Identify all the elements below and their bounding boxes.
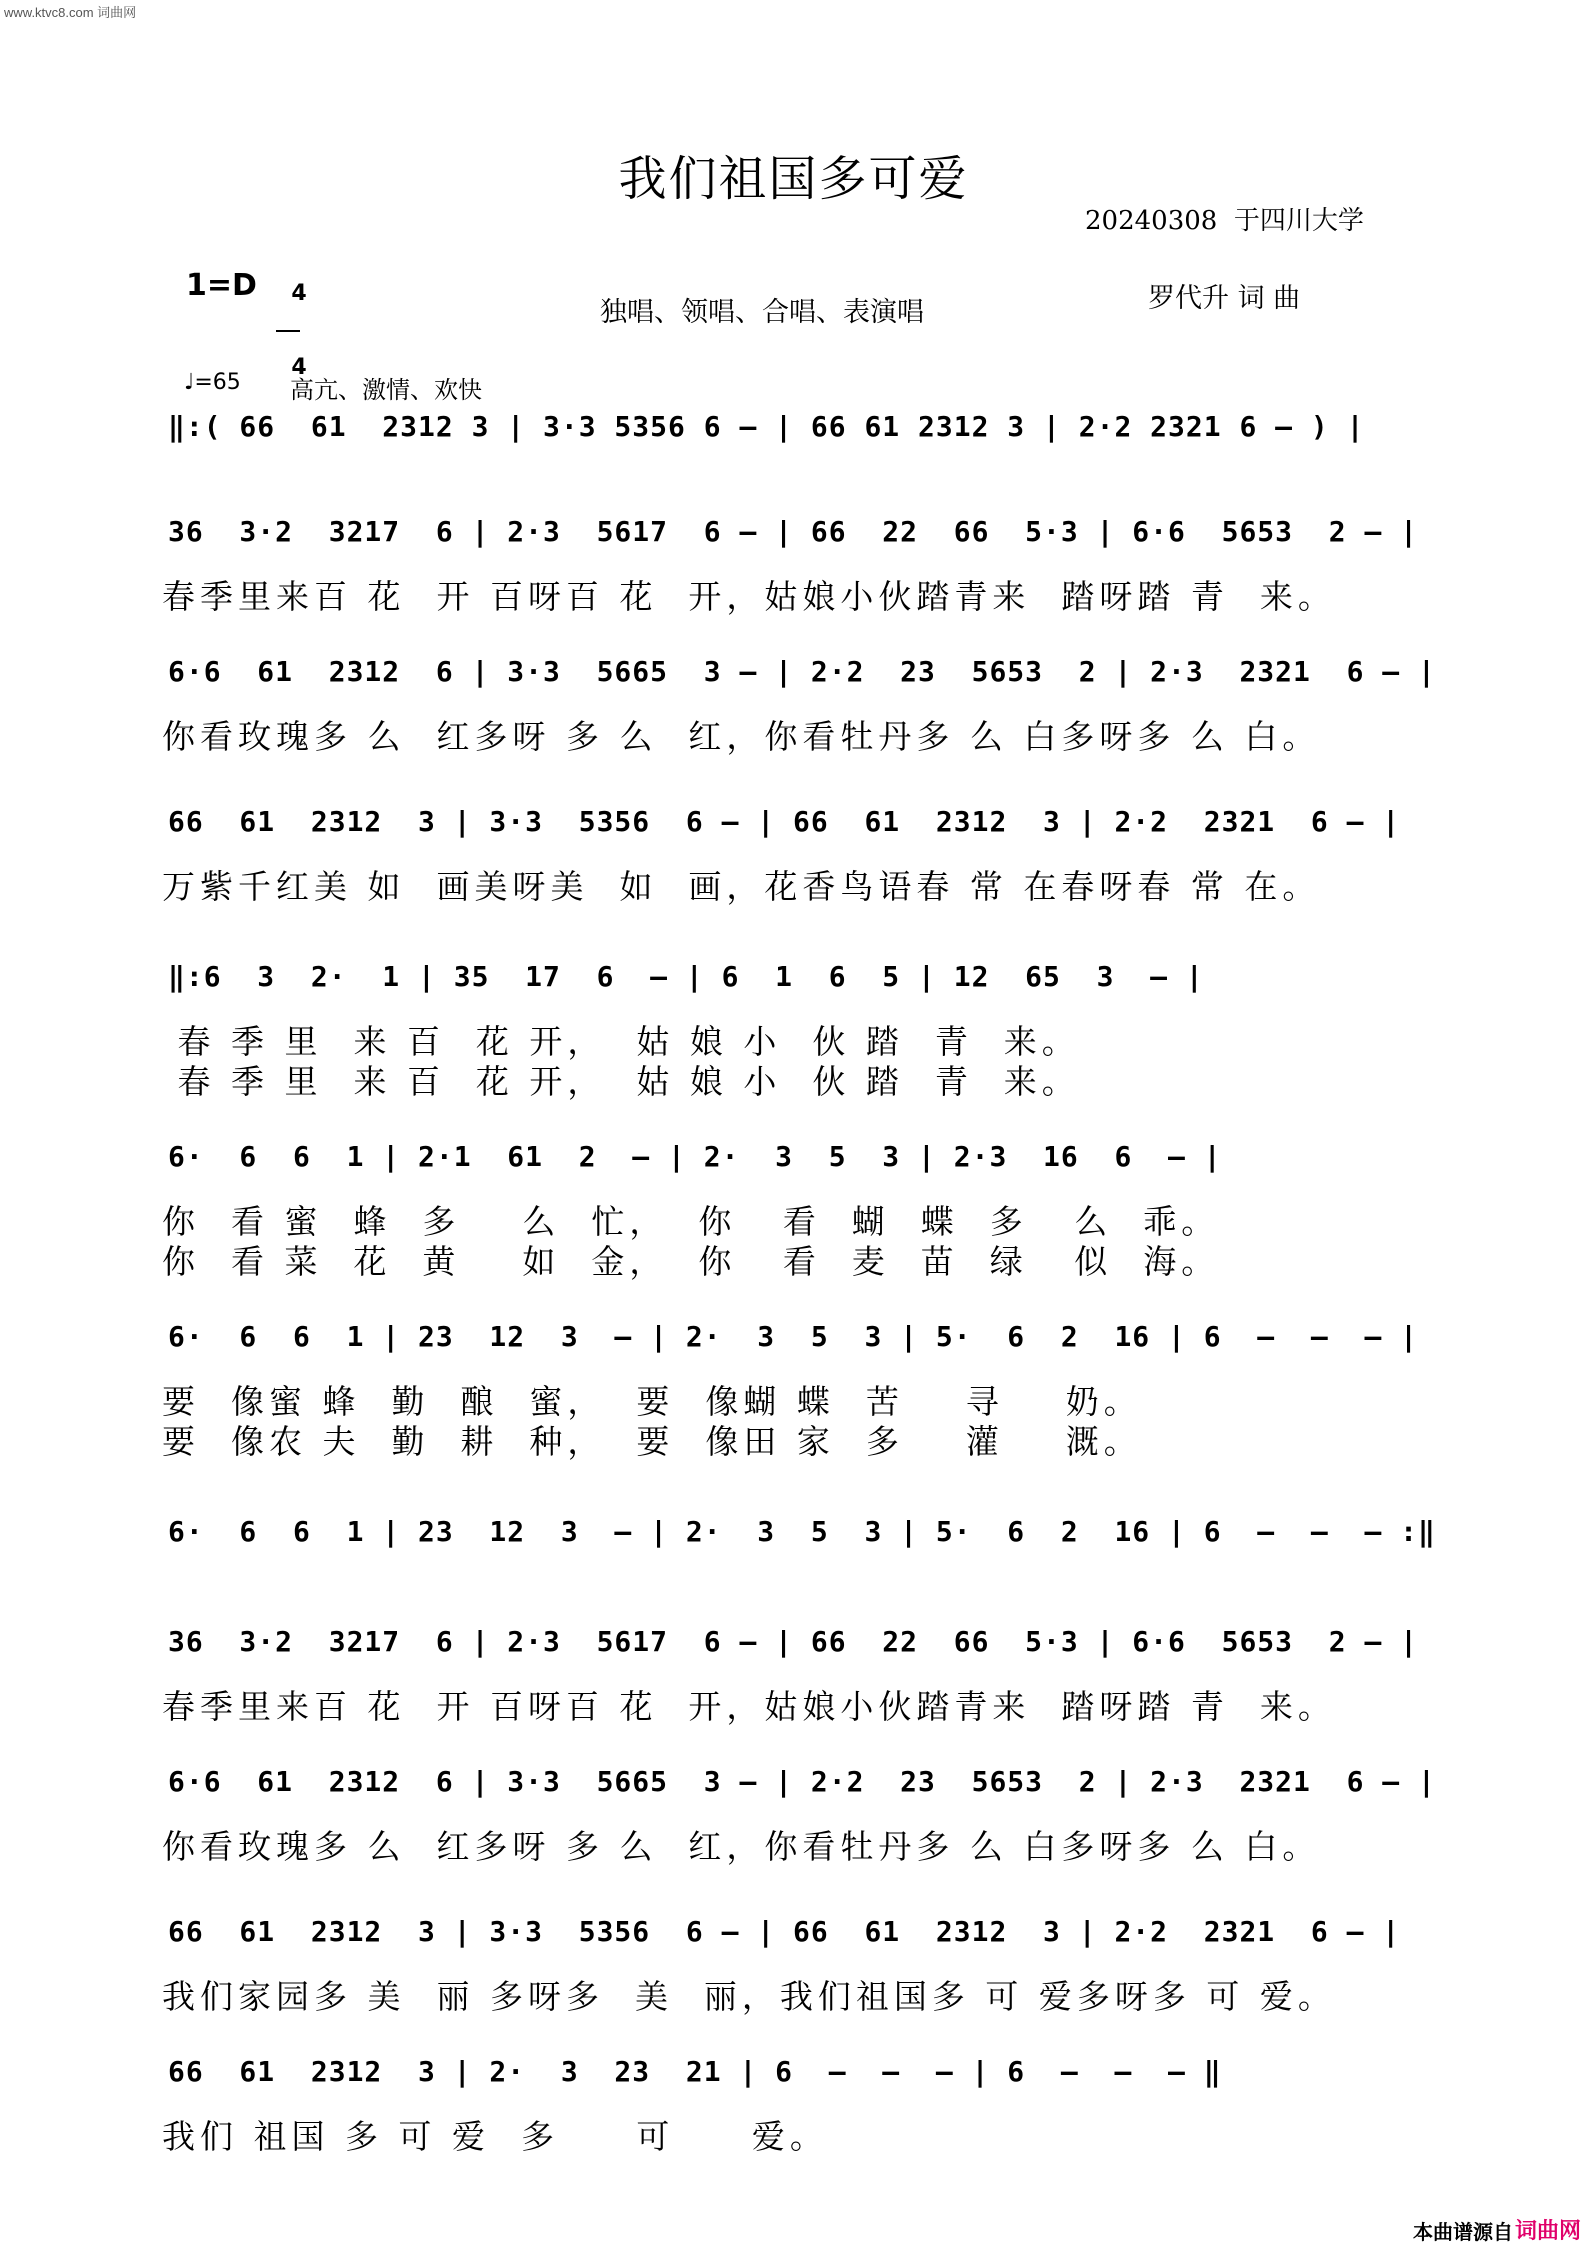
- lyric-line: 要 像蜜 蜂 勤 酿 蜜， 要 像蝴 蝶 苦 寻 奶。: [162, 1382, 1142, 1421]
- key-signature: 1=D: [186, 268, 257, 303]
- notation-line: ‖:( 66 61 2312 3 | 3·3 5356 6 – | 66 61 2312 3 | 2·2 2321 6 – ) |: [168, 410, 1365, 443]
- footer-site: 词曲网: [1514, 2219, 1581, 2244]
- lyric-line: 你看玫瑰多 么 红多呀 多 么 红，你看牡丹多 么 白多呀多 么 白。: [162, 717, 1321, 756]
- lyric-line: 你 看 蜜 蜂 多 么 忙， 你 看 蝴 蝶 多 么 乖。: [162, 1202, 1220, 1241]
- tempo-marking: ♩=65: [184, 370, 241, 395]
- notation-line: 66 61 2312 3 | 3·3 5356 6 – | 66 61 2312 3 | 2·2 2321 6 – |: [168, 1915, 1401, 1948]
- song-title: 我们祖国多可爱: [618, 151, 969, 207]
- lyric-line: 我们家园多 美 丽 多呀多 美 丽，我们祖国多 可 爱多呀多 可 爱。: [162, 1977, 1336, 2016]
- lyric-line: 春 季 里 来 百 花 开， 姑 娘 小 伙 踏 青 来。: [162, 1022, 1080, 1061]
- lyric-line: 春季里来百 花 开 百呀百 花 开，姑娘小伙踏青来 踏呀踏 青 来。: [162, 577, 1336, 616]
- credits: 罗代升 词 曲: [1148, 283, 1301, 314]
- lyric-line: 春季里来百 花 开 百呀百 花 开，姑娘小伙踏青来 踏呀踏 青 来。: [162, 1687, 1336, 1726]
- date-location: 20240308 于四川大学: [1085, 206, 1364, 236]
- time-signature: [276, 258, 307, 380]
- lyric-line: 你看玫瑰多 么 红多呀 多 么 红，你看牡丹多 么 白多呀多 么 白。: [162, 1827, 1321, 1866]
- notation-line: 6·6 61 2312 6 | 3·3 5665 3 – | 2·2 23 5653 2 | 2·3 2321 6 – |: [168, 655, 1436, 688]
- notation-line: 6· 6 6 1 | 23 12 3 – | 2· 3 5 3 | 5· 6 2 16 | 6 – – – |: [168, 1320, 1419, 1353]
- footer-text: 本曲谱源自: [1413, 2220, 1513, 2244]
- notation-line: 6· 6 6 1 | 2·1 61 2 – | 2· 3 5 3 | 2·3 16 6 – |: [168, 1140, 1222, 1173]
- time-signature-top: 4: [291, 281, 307, 306]
- lyric-line: 要 像农 夫 勤 耕 种， 要 像田 家 多 灌 溉。: [162, 1422, 1142, 1461]
- performance-forms: 独唱、领唱、合唱、表演唱: [600, 297, 924, 328]
- notation-line: 66 61 2312 3 | 2· 3 23 21 | 6 – – – | 6 – – – ‖: [168, 2055, 1222, 2088]
- watermark-text: www.ktvc8.com 词曲网: [4, 5, 137, 20]
- notation-line: 66 61 2312 3 | 3·3 5356 6 – | 66 61 2312 3 | 2·2 2321 6 – |: [168, 805, 1401, 838]
- lyric-line: 你 看 菜 花 黄 如 金， 你 看 麦 苗 绿 似 海。: [162, 1242, 1220, 1281]
- notation-line: 36 3·2 3217 6 | 2·3 5617 6 – | 66 22 66 5·3 | 6·6 5653 2 – |: [168, 1625, 1419, 1658]
- time-signature-line: [276, 330, 300, 332]
- notation-line: 36 3·2 3217 6 | 2·3 5617 6 – | 66 22 66 5·3 | 6·6 5653 2 – |: [168, 515, 1419, 548]
- expression-marking: 高亢、激情、欢快: [290, 376, 482, 404]
- notation-line: 6· 6 6 1 | 23 12 3 – | 2· 3 5 3 | 5· 6 2 16 | 6 – – – :‖: [168, 1515, 1436, 1548]
- time-signature-bottom: 4: [291, 355, 307, 380]
- lyric-line: 春 季 里 来 百 花 开， 姑 娘 小 伙 踏 青 来。: [162, 1062, 1080, 1101]
- notation-line: ‖:6 3 2· 1 | 35 17 6 – | 6 1 6 5 | 12 65 3 – |: [168, 960, 1204, 993]
- lyric-line: 万紫千红美 如 画美呀美 如 画，花香鸟语春 常 在春呀春 常 在。: [162, 867, 1321, 906]
- lyric-line: 我们 祖国 多 可 爱 多 可 爱。: [162, 2117, 828, 2156]
- notation-line: 6·6 61 2312 6 | 3·3 5665 3 – | 2·2 23 5653 2 | 2·3 2321 6 – |: [168, 1765, 1436, 1798]
